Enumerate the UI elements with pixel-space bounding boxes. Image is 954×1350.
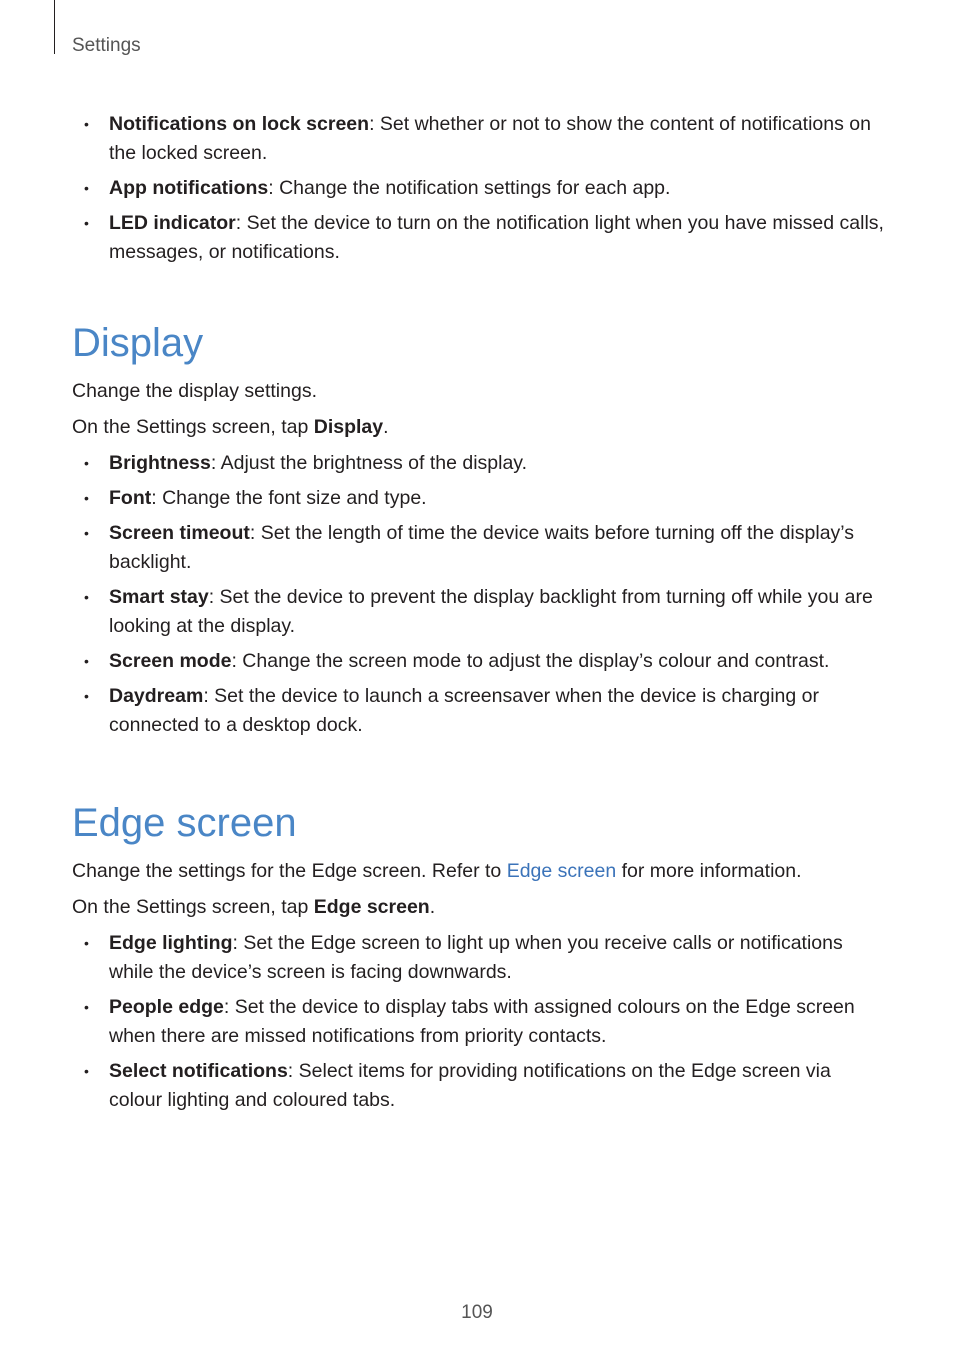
- item-desc: : Set the device to turn on the notification light when you have missed calls, messages, or notifications.: [109, 212, 884, 263]
- intro-suffix: for more information.: [616, 860, 802, 882]
- edge-screen-link[interactable]: Edge screen: [506, 860, 617, 882]
- item-desc: : Change the font size and type.: [151, 487, 427, 509]
- item-desc: : Adjust the brightness of the display.: [210, 452, 528, 474]
- tap-prefix: On the Settings screen, tap: [72, 896, 314, 918]
- list-item: [72, 993, 888, 1051]
- item-term: People edge: [109, 996, 224, 1018]
- tap-prefix: On the Settings screen, tap: [72, 416, 314, 438]
- tap-target: Edge screen: [313, 896, 430, 918]
- item-term: Select notifications: [109, 1060, 288, 1082]
- item-term: App notifications: [109, 177, 269, 199]
- item-term: Notifications on lock screen: [109, 113, 370, 135]
- item-term: Edge lighting: [109, 932, 233, 954]
- list-item: [72, 449, 888, 478]
- item-desc: : Change the screen mode to adjust the display’s colour and contrast.: [231, 650, 830, 672]
- list-item: [72, 484, 888, 513]
- list-item: [72, 647, 888, 676]
- list-item: [72, 682, 888, 740]
- edge-intro: [72, 857, 888, 886]
- list-item: [72, 519, 888, 577]
- list-item: [72, 1057, 888, 1115]
- item-term: Screen mode: [109, 650, 232, 672]
- item-desc: : Set the device to prevent the display backlight from turning off while you are looking at the display.: [109, 586, 873, 637]
- item-term: Smart stay: [109, 586, 209, 608]
- item-term: LED indicator: [109, 212, 236, 234]
- item-desc: : Set the length of time the device waits before turning off the display’s backlight.: [109, 522, 855, 573]
- edge-screen-heading: Edge screen: [72, 801, 297, 845]
- tap-suffix: .: [429, 896, 436, 918]
- item-desc: : Set the device to launch a screensaver when the device is charging or connected to a desktop dock.: [109, 685, 820, 736]
- tap-target: Display: [313, 416, 384, 438]
- running-header: Settings: [72, 35, 141, 56]
- item-desc: : Set whether or not to show the content of notifications on the locked screen.: [109, 113, 871, 164]
- page-number: 109: [461, 1302, 493, 1323]
- item-term: Brightness: [109, 452, 211, 474]
- edge-tap-instruction: [72, 893, 888, 922]
- display-heading: Display: [72, 321, 204, 365]
- list-item: [72, 583, 888, 641]
- display-tap-instruction: [72, 413, 888, 442]
- item-desc: : Select items for providing notifications on the Edge screen via colour lighting and coloured tabs.: [109, 1060, 831, 1111]
- edge-screen-section: [72, 798, 888, 1121]
- list-item: [72, 174, 888, 203]
- list-item: [72, 929, 888, 987]
- display-section: [72, 318, 888, 746]
- list-item: [72, 110, 888, 168]
- item-term: Daydream: [109, 685, 204, 707]
- notification-settings-list: [72, 110, 888, 273]
- display-intro: Change the display settings.: [72, 380, 317, 402]
- item-desc: : Change the notification settings for each app.: [268, 177, 671, 199]
- item-desc: : Set the Edge screen to light up when you receive calls or notifications while the device’s screen is facing downwards.: [109, 932, 843, 983]
- item-term: Screen timeout: [109, 522, 250, 544]
- intro-prefix: Change the settings for the Edge screen. Refer to: [72, 860, 507, 882]
- tap-suffix: .: [383, 416, 389, 438]
- item-term: Font: [109, 487, 152, 509]
- list-item: [72, 209, 888, 267]
- item-desc: : Set the device to display tabs with assigned colours on the Edge screen when there are missed notifications from priority contacts.: [109, 996, 855, 1047]
- header-rule: [54, 0, 55, 54]
